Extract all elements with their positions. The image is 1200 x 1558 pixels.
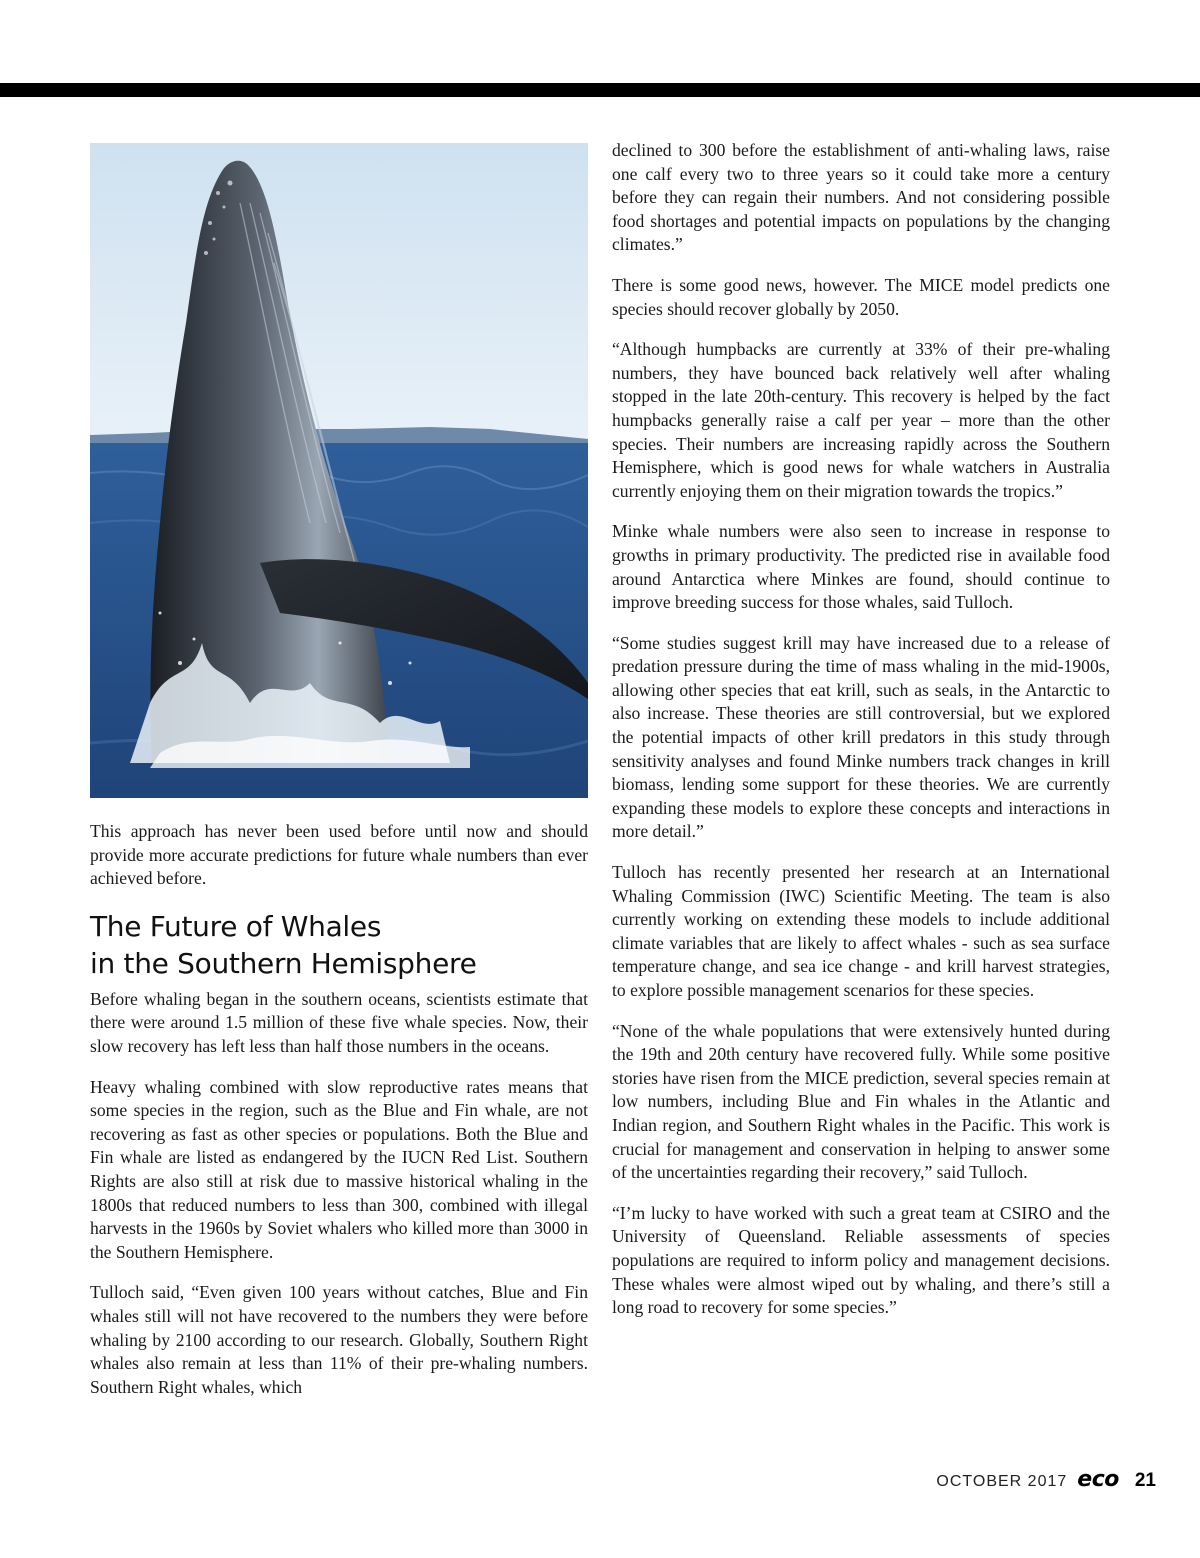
body-paragraph: declined to 300 before the establishment of anti-whaling laws, raise one calf every two to three years so it could take more a century before they can regain their numbers. And not considering possible food shortages and potential impacts on populations by the changing climates.” <box>612 140 1110 255</box>
intro-paragraph: This approach has never been used before until now and should provide more accurate predictions for future whale numbers than ever achieved before. <box>90 821 588 889</box>
body-paragraph: Tulloch said, “Even given 100 years without catches, Blue and Fin whales still will not have recovered to the numbers they were before whaling by 2100 according to our research. Globally, Southern Right whales also remain at less than 11% of their pre-whaling numbers. Southern Right whales, which <box>90 1282 588 1397</box>
magazine-logo: eco <box>1077 1467 1119 1492</box>
body-paragraph: There is some good news, however. The MICE model predicts one species should recover globally by 2050. <box>612 274 1110 319</box>
header-rule <box>0 83 1200 97</box>
heading-line-2: in the Southern Hemisphere <box>90 946 477 980</box>
body-paragraph: “I’m lucky to have worked with such a great team at CSIRO and the University of Queensland. Reliable assessments of species populations are required to inform policy and management decisions. These whales were almost wiped out by whaling, and there’s still a long road to recovery for some species.” <box>612 1202 1110 1318</box>
body-paragraph: “None of the whale populations that were extensively hunted during the 19th and 20th century have recovered fully. While some positive stories have risen from the MICE prediction, several species remain at low numbers, including Blue and Fin whales in the Atlantic and Indian region, and Southern Right whales in the Pacific. This work is crucial for management and conservation in helping to answer some of the uncertainties regarding their recovery,” said Tulloch. <box>612 1020 1110 1183</box>
humpback-whale-photo <box>90 143 588 798</box>
issue-date: OCTOBER 2017 <box>936 1473 1068 1490</box>
body-paragraph: Minke whale numbers were also seen to increase in response to growths in primary productivity. The predicted rise in available food around Antarctica where Minkes are found, should continue to improve breeding success for those whales, said Tulloch. <box>612 521 1110 613</box>
left-text-column <box>90 820 588 1416</box>
body-paragraph: “Some studies suggest krill may have increased due to a release of predation pressure during the time of mass whaling in the mid-1900s, allowing other species that eat krill, such as seals, in the Antarctic to also increase. These theories are still controversial, but we explored the potential impacts of other krill predators in this study through sensitivity analyses and found Minke numbers track changes in krill biomass, lending some support for these theories. We are currently expanding these models to explore these concepts and interactions in more detail.” <box>612 632 1110 842</box>
section-heading <box>90 908 588 982</box>
heading-line-1: The Future of Whales <box>90 909 382 943</box>
right-text-column <box>612 139 1110 1337</box>
body-paragraph: Heavy whaling combined with slow reproductive rates means that some species in the region, such as the Blue and Fin whale, are not recovering as fast as other species or populations. Both the Blue and Fin whale are listed as endangered by the IUCN Red List. Southern Rights are also still at risk due to massive historical whaling in the 1800s that reduced numbers to less than 300, combined with illegal harvests in the 1960s by Soviet whalers who killed more than 3000 in the Southern Hemisphere. <box>90 1076 588 1262</box>
whale-breach-illustration <box>90 143 588 798</box>
body-paragraph: Tulloch has recently presented her research at an International Whaling Commission (IWC) Scientific Meeting. The team is also currently working on extending these models to include additional climate variables that are likely to affect whales - such as sea surface temperature change, and sea ice change - and krill harvest strategies, to explore possible management scenarios for these species. <box>612 862 1110 1000</box>
body-paragraph: Before whaling began in the southern oceans, scientists estimate that there were around 1.5 million of these five whale species. Now, their slow recovery has left less than half those numbers in the oceans. <box>90 988 588 1056</box>
body-paragraph: “Although humpbacks are currently at 33% of their pre-whaling numbers, they have bounced back relatively well after whaling stopped in the late 20th-century. This recovery is helped by the fact humpbacks generally raise a calf per year – more than the other species. Their numbers are increasing rapidly across the Southern Hemisphere, which is good news for whale watchers in Australia currently enjoying them on their migration towards the tropics.” <box>612 339 1110 501</box>
page-number: 21 <box>1134 1470 1156 1491</box>
page-footer <box>936 1467 1156 1492</box>
